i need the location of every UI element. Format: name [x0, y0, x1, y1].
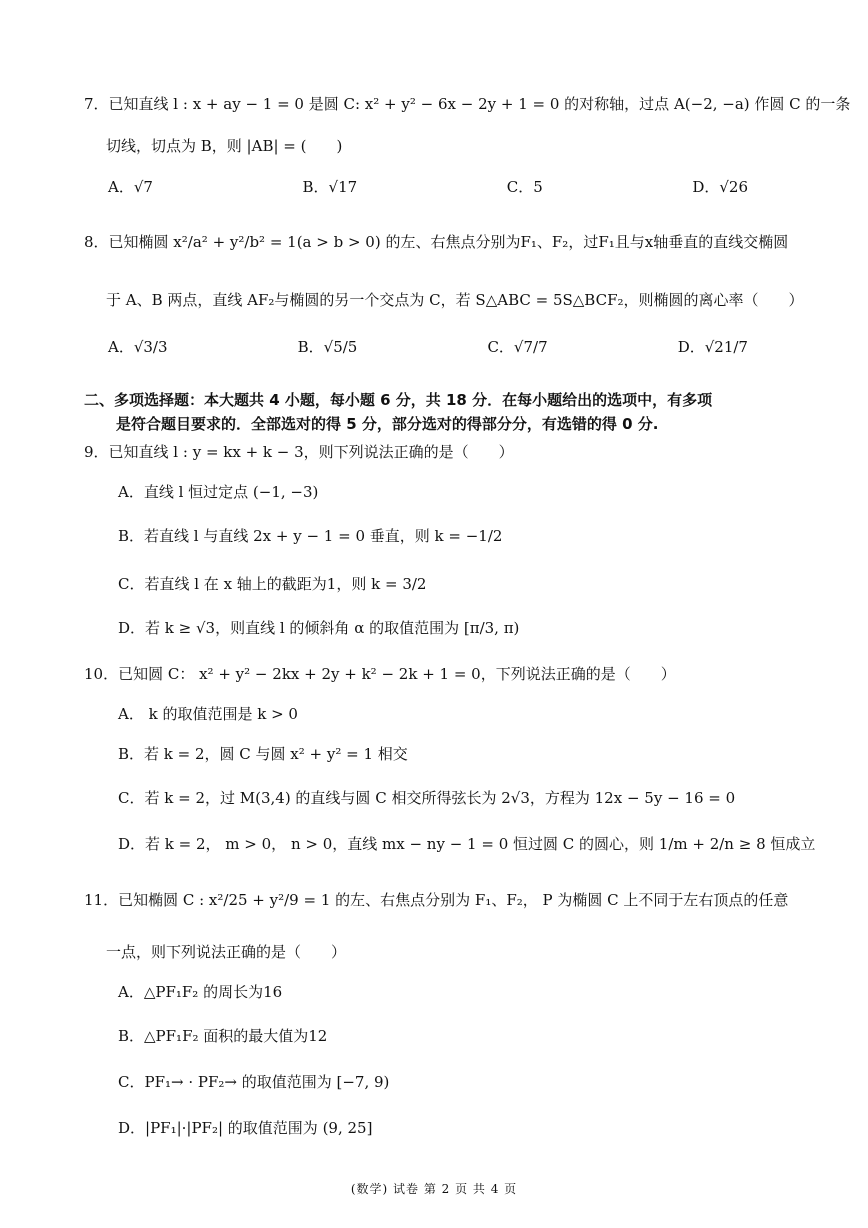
q9-option-b: B．若直线 l 与直线 2x + y − 1 = 0 垂直，则 k = −1/2: [118, 527, 503, 545]
q9-stem: 9．已知直线 l : y = kx + k − 3，则下列说法正确的是（ ）: [84, 443, 514, 461]
section2-heading-line2: 是符合题目要求的．全部选对的得 5 分，部分选对的得部分分，有选错的得 0 分.: [116, 415, 659, 433]
q8-line1: 8．已知椭圆 x²/a² + y²/b² = 1(a > b > 0) 的左、右焦点分别为F₁、F₂，过F₁且与x轴垂直的直线交椭圆: [84, 233, 789, 251]
page-footer: (数学) 试卷 第 2 页 共 4 页: [350, 1182, 518, 1196]
q7-line1: 7．已知直线 l : x + ay − 1 = 0 是圆 C: x² + y² − 6x − 2y + 1 = 0 的对称轴，过点 A(−2, −a) 作圆 C 的一条: [84, 95, 851, 113]
q10-stem: 10．已知圆 C： x² + y² − 2kx + 2y + k² − 2k + 1 = 0，下列说法正确的是（ ）: [84, 665, 676, 683]
q11-option-c: C．PF₁→ · PF₂→ 的取值范围为 [−7, 9): [118, 1073, 390, 1091]
q8-option-a: A．√3/3: [108, 338, 168, 356]
q9-option-c: C．若直线 l 在 x 轴上的截距为1，则 k = 3/2: [118, 575, 427, 593]
q9-option-d: D．若 k ≥ √3，则直线 l 的倾斜角 α 的取值范围为 [π/3, π): [118, 619, 520, 637]
q9-option-a: A．直线 l 恒过定点 (−1, −3): [118, 483, 319, 501]
q8-option-b: B．√5/5: [297, 338, 358, 356]
q10-option-d: D．若 k = 2， m > 0， n > 0，直线 mx − ny − 1 = 0 恒过圆 C 的圆心，则 1/m + 2/n ≥ 8 恒成立: [118, 835, 816, 853]
q8-options: [108, 336, 748, 357]
q11-line2: 一点，则下列说法正确的是（ ）: [106, 943, 347, 961]
q11-option-b: B．△PF₁F₂ 面积的最大值为12: [118, 1027, 328, 1045]
q7-option-d: D．√26: [692, 178, 748, 196]
q8-line2: 于 A、B 两点，直线 AF₂与椭圆的另一个交点为 C，若 S△ABC = 5S△BCF₂，则椭圆的离心率（ ）: [106, 291, 804, 309]
section2-heading-line1: 二、多项选择题：本大题共 4 小题，每小题 6 分，共 18 分．在每小题给出的选项中，有多项: [84, 391, 713, 409]
q7-options: [108, 176, 748, 197]
q7-option-b: B．√17: [302, 178, 358, 196]
q11-option-d: D．|PF₁|·|PF₂| 的取值范围为 (9, 25]: [118, 1119, 373, 1137]
q8-option-d: D．√21/7: [677, 338, 748, 356]
q7-option-c: C．5: [506, 178, 543, 196]
q10-option-b: B．若 k = 2，圆 C 与圆 x² + y² = 1 相交: [118, 745, 408, 763]
q11-line1: 11．已知椭圆 C : x²/25 + y²/9 = 1 的左、右焦点分别为 F₁、F₂， P 为椭圆 C 上不同于左右顶点的任意: [84, 891, 789, 909]
q8-option-c: C．√7/7: [487, 338, 548, 356]
q7-line2: 切线，切点为 B，则 |AB| = ( ): [106, 137, 343, 155]
q10-option-a: A． k 的取值范围是 k > 0: [118, 705, 298, 723]
q10-option-c: C．若 k = 2，过 M(3,4) 的直线与圆 C 相交所得弦长为 2√3，方程为 12x − 5y − 16 = 0: [118, 789, 736, 807]
q7-option-a: A．√7: [108, 178, 153, 196]
q11-option-a: A．△PF₁F₂ 的周长为16: [118, 983, 283, 1001]
